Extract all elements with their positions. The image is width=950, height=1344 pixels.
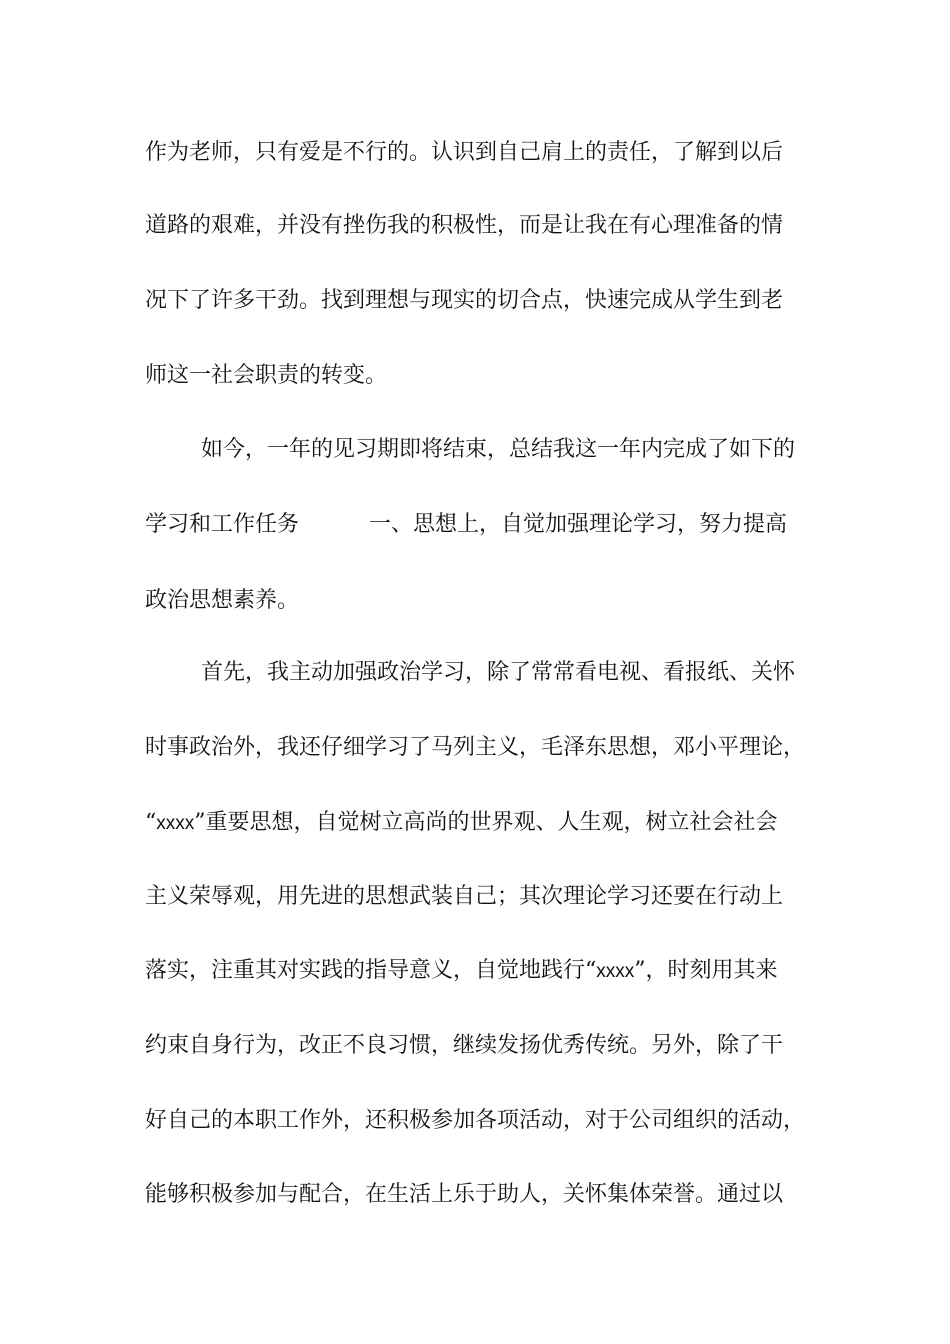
line-segment: 一、思想上，自觉加强理论学习，努力提高 (369, 512, 788, 537)
paragraph-line: 况下了许多干劲。找到理想与现实的切合点，快速完成从学生到老 (145, 288, 784, 313)
line-segment: xxxx (156, 813, 195, 834)
paragraph-line: 首先，我主动加强政治学习，除了常常看电视、看报纸、关怀 (201, 660, 796, 685)
paragraph-line (145, 505, 825, 545)
line-segment: 学习和工作任务 (145, 512, 300, 537)
line-segment: ”，时刻用其来 (634, 958, 778, 983)
paragraph-line: 政治思想素养。 (145, 588, 300, 613)
paragraph-line: 好自己的本职工作外，还积极参加各项活动，对于公司组织的活动， (145, 1108, 806, 1133)
paragraph-line: 如今，一年的见习期即将结束，总结我这一年内完成了如下的 (201, 437, 796, 462)
line-segment: xxxx (596, 961, 635, 982)
line-segment: 落实，注重其对实践的指导意义，自觉地践行“ (145, 958, 597, 983)
line-segment: ”重要思想，自觉树立高尚的世界观、人生观，树立社会社会 (194, 810, 778, 835)
paragraph-line: 能够积极参加与配合，在生活上乐于助人，关怀集体荣誉。通过以 (145, 1182, 784, 1207)
paragraph-line (145, 803, 825, 843)
paragraph-line: 时事政治外，我还仔细学习了马列主义，毛泽东思想，邓小平理论， (145, 735, 806, 760)
line-segment: “ (145, 810, 157, 835)
paragraph-line: 师这一社会职责的转变。 (145, 363, 388, 388)
paragraph-line: 作为老师，只有爱是不行的。认识到自己肩上的责任，了解到以后 (145, 140, 784, 165)
paragraph-line (145, 951, 825, 991)
paragraph-line: 约束自身行为，改正不良习惯，继续发扬优秀传统。另外，除了干 (145, 1033, 784, 1058)
paragraph-line: 主义荣辱观，用先进的思想武装自己；其次理论学习还要在行动上 (145, 884, 784, 909)
paragraph-line: 道路的艰难，并没有挫伤我的积极性，而是让我在有心理准备的情 (145, 213, 784, 238)
